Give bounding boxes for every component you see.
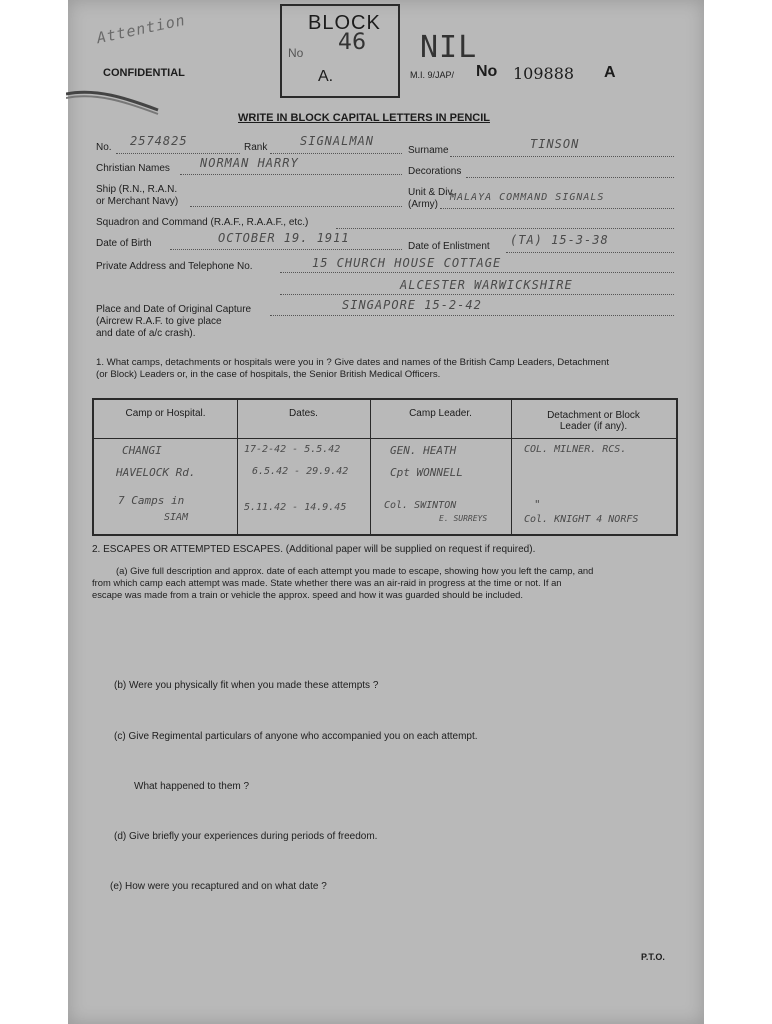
q2-e: (e) How were you recaptured and on what date ? bbox=[110, 881, 327, 892]
q2-a-line-3: escape was made from a train or vehicle the approx. speed and how it was guarded should be included. bbox=[92, 589, 523, 600]
surname-value: TINSON bbox=[530, 137, 580, 151]
christian-value: NORMAN HARRY bbox=[200, 156, 299, 170]
unit-label-2: (Army) bbox=[408, 199, 438, 210]
enlist-label: Date of Enlistment bbox=[408, 241, 490, 252]
binding-string bbox=[66, 82, 166, 122]
capture-value: SINGAPORE 15-2-42 bbox=[342, 298, 482, 312]
pto-label: P.T.O. bbox=[641, 952, 665, 962]
camps-table bbox=[92, 398, 678, 536]
surname-label: Surname bbox=[408, 145, 449, 156]
christian-label: Christian Names bbox=[96, 163, 170, 174]
row3-camp-2: SIAM bbox=[164, 512, 189, 523]
dob-label: Date of Birth bbox=[96, 238, 152, 249]
row1-detachment: COL. MILNER. RCS. bbox=[524, 444, 627, 455]
rank-label: Rank bbox=[244, 142, 268, 153]
stamp-number: 46 bbox=[338, 30, 366, 55]
stamp-letter: A. bbox=[318, 68, 334, 85]
ship-label: Ship (R.N., R.A.N. bbox=[96, 184, 178, 195]
capture-label-2: (Aircrew R.A.F. to give place bbox=[96, 316, 222, 327]
confidential-label: CONFIDENTIAL bbox=[103, 67, 185, 79]
header-dates: Dates. bbox=[289, 408, 318, 419]
row3-dates: 5.11.42 - 14.9.45 bbox=[244, 502, 347, 513]
row3-leader: Col. SWINTON bbox=[384, 500, 457, 511]
dob-value: OCTOBER 19. 1911 bbox=[218, 231, 350, 245]
doc-no-label: No bbox=[476, 63, 498, 80]
capture-label: Place and Date of Original Capture bbox=[96, 304, 252, 315]
doc-letter: A bbox=[604, 64, 616, 81]
row1-camp: CHANGI bbox=[122, 444, 162, 457]
address-value-1: 15 CHURCH HOUSE COTTAGE bbox=[312, 256, 502, 270]
q2-a-line-1: (a) Give full description and approx. date of each attempt you made to escape, showing how you left the camp, and bbox=[116, 565, 594, 576]
stamp-no-text: No bbox=[288, 46, 304, 60]
instruction-header: WRITE IN BLOCK CAPITAL LETTERS IN PENCIL bbox=[238, 112, 490, 124]
header-leader: Camp Leader. bbox=[409, 408, 472, 419]
no-value: 2574825 bbox=[130, 134, 188, 148]
q2-d: (d) Give briefly your experiences during periods of freedom. bbox=[114, 831, 378, 842]
rank-value: SIGNALMAN bbox=[300, 134, 375, 148]
row2-camp: HAVELOCK Rd. bbox=[116, 466, 196, 479]
address-value-2: ALCESTER WARWICKSHIRE bbox=[400, 278, 573, 292]
enlist-value: (TA) 15-3-38 bbox=[510, 233, 609, 247]
row2-dates: 6.5.42 - 29.9.42 bbox=[252, 466, 349, 477]
header-detachment-2: Leader (if any). bbox=[559, 421, 628, 432]
q1-line-2: (or Block) Leaders or, in the case of hospitals, the Senior British Medical Officers. bbox=[96, 369, 441, 380]
row3-detachment: Col. KNIGHT 4 NORFS bbox=[524, 514, 639, 525]
q2-b: (b) Were you physically fit when you made these attempts ? bbox=[114, 680, 379, 691]
decorations-label: Decorations bbox=[408, 166, 462, 177]
squadron-label: Squadron and Command (R.A.F., R.A.A.F., etc.) bbox=[96, 217, 309, 228]
capture-label-3: and date of a/c crash). bbox=[96, 328, 196, 339]
block-stamp bbox=[280, 4, 400, 98]
q1-line-1: 1. What camps, detachments or hospitals were you in ? Give dates and names of the British Camp Leaders, Detachment bbox=[96, 357, 609, 368]
form-code: M.I. 9/JAP/ bbox=[410, 70, 455, 80]
row3-leader-2: E. SURREYS bbox=[439, 514, 488, 523]
unit-value: MALAYA COMMAND SIGNALS bbox=[450, 192, 605, 203]
q2-c: (c) Give Regimental particulars of anyone who accompanied you on each attempt. bbox=[114, 731, 478, 742]
doc-number: 109888 bbox=[513, 64, 575, 83]
ditto-mark: " bbox=[534, 498, 541, 511]
q2-a-line-2: from which camp each attempt was made. State whether there was an air-raid in progress at the time or not. If an bbox=[92, 577, 562, 588]
address-label: Private Address and Telephone No. bbox=[96, 261, 253, 272]
header-camp: Camp or Hospital. bbox=[125, 408, 206, 419]
ship-label-2: or Merchant Navy) bbox=[96, 196, 179, 207]
stamp-block-text: BLOCK bbox=[308, 12, 381, 34]
q2-title: 2. ESCAPES OR ATTEMPTED ESCAPES. (Additional paper will be supplied on request if required). bbox=[92, 544, 536, 555]
unit-label: Unit & Div. bbox=[408, 187, 455, 198]
q2-c-what-happened: What happened to them ? bbox=[134, 781, 250, 792]
row2-leader: Cpt WONNELL bbox=[390, 466, 463, 479]
row3-camp: 7 Camps in bbox=[118, 494, 185, 507]
top-note: Attention bbox=[95, 10, 188, 48]
nil-mark: NIL bbox=[420, 30, 478, 65]
header-detachment: Detachment or Block bbox=[547, 410, 640, 421]
no-label: No. bbox=[96, 142, 112, 153]
row1-dates: 17-2-42 - 5.5.42 bbox=[244, 444, 341, 455]
row1-leader: GEN. HEATH bbox=[390, 444, 457, 457]
